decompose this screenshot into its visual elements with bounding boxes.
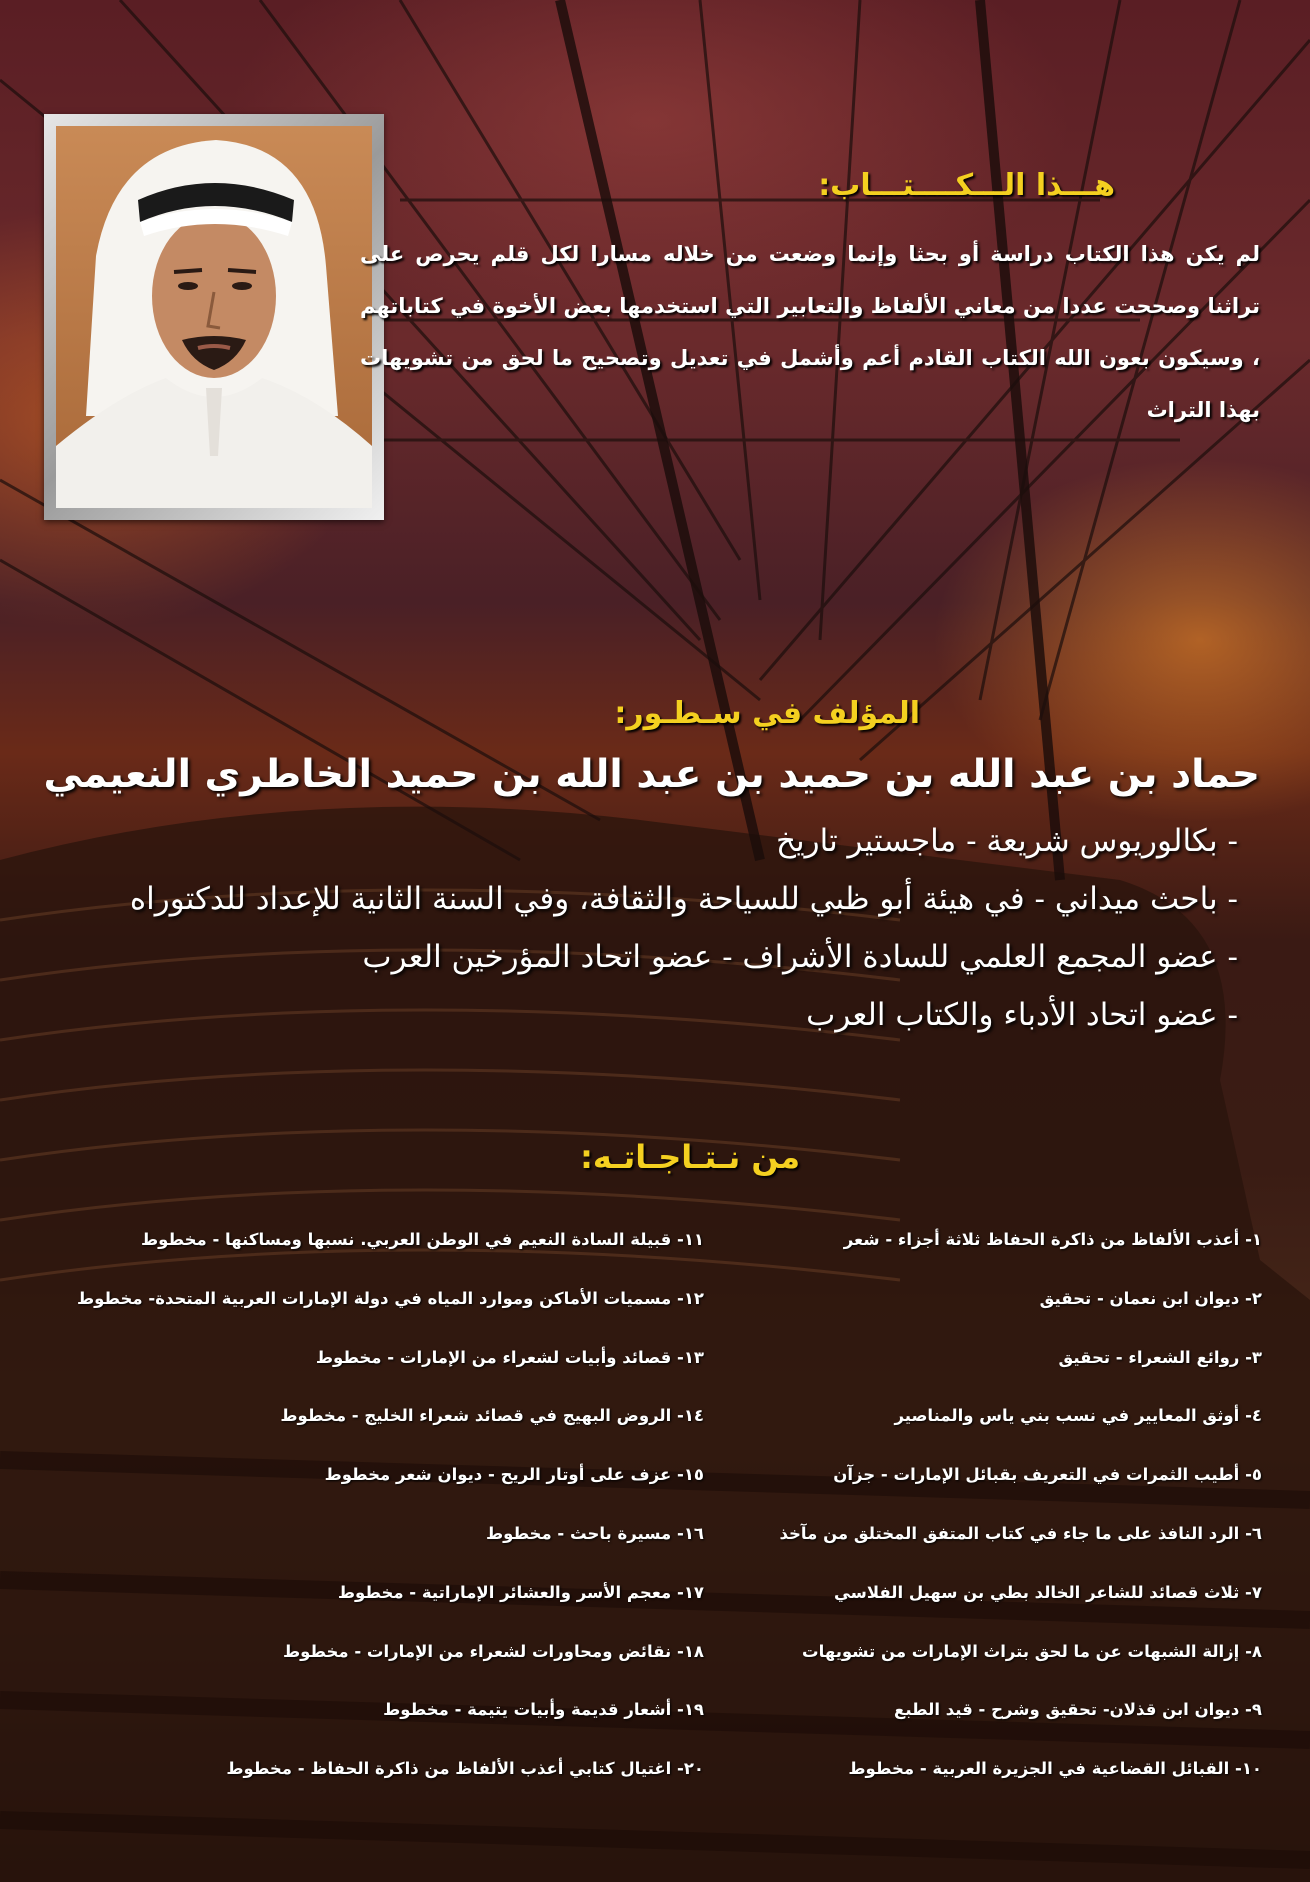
about-book-paragraph: لم يكن هذا الكتاب دراسة أو بحثا وإنما وضعت من خلاله مسارا لكل قلم يحرص على تراثنا وصححت عددا من معاني الألفاظ والتعابير التي استخدمها بعض الأخوة في كتاباتهم ، وسيكون بعون الله الكتاب القادم أعم وأشمل في تعديل وتصحيح ما لحق من تشويهات بهذا التراث — [360, 242, 1260, 422]
work-item: ٨- إزالة الشبهات عن ما لحق بتراث الإمارات من تشويهات — [802, 1641, 1262, 1661]
work-item: ١٧- معجم الأسر والعشائر الإماراتية - مخطوط — [337, 1582, 704, 1602]
work-item: ٦- الرد النافذ على ما جاء في كتاب المتفق المختلق من مآخذ — [779, 1523, 1262, 1543]
author-credentials-list — [130, 812, 1238, 1044]
author-portrait-illustration — [56, 126, 372, 508]
work-item: ١٩- أشعار قديمة وأبيات يتيمة - مخطوط — [383, 1700, 704, 1720]
author-photo-frame — [44, 114, 384, 520]
work-item: ٢- ديوان ابن نعمان - تحقيق — [1039, 1288, 1262, 1308]
credential-item: - عضو المجمع العلمي للسادة الأشراف - عضو اتحاد المؤرخين العرب — [362, 939, 1238, 975]
credential-item: - عضو اتحاد الأدباء والكتاب العرب — [806, 997, 1238, 1033]
work-item: ٣- روائع الشعراء - تحقيق — [1058, 1347, 1262, 1367]
about-book-heading: هـــذا الـــكــــتـــاب: — [818, 168, 1115, 203]
author-photo — [56, 126, 372, 508]
work-item: ١٨- نقائض ومحاورات لشعراء من الإمارات - مخطوط — [282, 1641, 704, 1661]
credential-item: - بكالوريوس شريعة - ماجستير تاريخ — [776, 823, 1238, 859]
work-item: ١- أعذب الألفاظ من ذاكرة الحفاظ ثلاثة أجزاء - شعر — [843, 1230, 1262, 1249]
works-heading: من نـتـاجـاتـه: — [580, 1138, 800, 1176]
work-item: ١١- قبيلة السادة النعيم في الوطن العربي. نسبها ومساكنها - مخطوط — [141, 1230, 704, 1249]
works-list-right-column — [702, 1211, 1262, 1799]
author-heading: المؤلف في سـطـور: — [614, 696, 920, 731]
work-item: ٤- أوثق المعايير في نسب بني ياس والمناصير — [894, 1406, 1262, 1426]
work-item: ١٢- مسميات الأماكن وموارد المياه في دولة الإمارات العربية المتحدة- مخطوط — [76, 1288, 704, 1308]
work-item: ٥- أطيب الثمرات في التعريف بقبائل الإمارات - جزآن — [833, 1465, 1262, 1485]
work-item: ٧- ثلاث قصائد للشاعر الخالد بطي بن سهيل الفلاسي — [833, 1582, 1262, 1602]
work-item: ١٠- القبائل القضاعية في الجزيرة العربية - مخطوط — [848, 1759, 1262, 1779]
credential-item: - باحث ميداني - في هيئة أبو ظبي للسياحة والثقافة، وفي السنة الثانية للإعداد للدكتوراه — [129, 881, 1238, 917]
work-item: ١٣- قصائد وأبيات لشعراء من الإمارات - مخطوط — [315, 1347, 704, 1367]
work-item: ١٤- الروض البهيج في قصائد شعراء الخليج - مخطوط — [280, 1406, 704, 1426]
works-list-left-column — [64, 1211, 704, 1799]
work-item: ٢٠- اغتيال كتابي أعذب الألفاظ من ذاكرة الحفاظ - مخطوط — [226, 1759, 704, 1779]
work-item: ١٥- عزف على أوتار الريح - ديوان شعر مخطوط — [324, 1465, 704, 1485]
work-item: ٩- ديوان ابن قذلان- تحقيق وشرح - قيد الطبع — [894, 1700, 1262, 1720]
author-full-name: حماد بن عبد الله بن حميد بن عبد الله بن حميد الخاطري النعيمي — [43, 752, 1260, 797]
work-item: ١٦- مسيرة باحث - مخطوط — [486, 1523, 704, 1543]
